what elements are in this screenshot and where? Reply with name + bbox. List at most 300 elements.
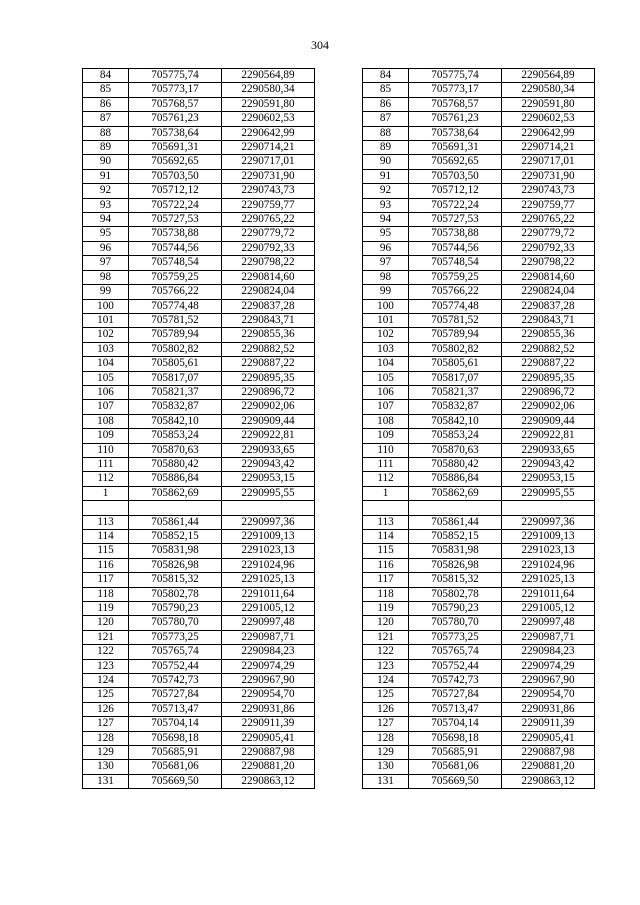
- left-x-coordinate-cell: 705831,98: [129, 544, 222, 558]
- right-x-coordinate-cell: [409, 501, 502, 515]
- right-y-coordinate-cell: 2290909,44: [502, 414, 595, 428]
- table-row: [83, 385, 595, 399]
- left-y-coordinate-cell: 2290642,99: [222, 126, 315, 140]
- left-x-coordinate-cell: 705773,17: [129, 83, 222, 97]
- right-point-number-cell: 99: [363, 285, 409, 299]
- column-gap: [315, 659, 363, 673]
- column-gap: [315, 184, 363, 198]
- left-x-coordinate-cell: 705780,70: [129, 616, 222, 630]
- left-point-number-cell: 1: [83, 486, 129, 500]
- table-row: [83, 645, 595, 659]
- left-y-coordinate-cell: 2290933,65: [222, 443, 315, 457]
- left-x-coordinate-cell: 705761,23: [129, 112, 222, 126]
- right-y-coordinate-cell: 2290824,04: [502, 285, 595, 299]
- table-row: [83, 400, 595, 414]
- right-point-number-cell: 92: [363, 184, 409, 198]
- right-point-number-cell: 121: [363, 630, 409, 644]
- left-point-number-cell: 113: [83, 515, 129, 529]
- column-gap: [315, 270, 363, 284]
- right-point-number-cell: 101: [363, 313, 409, 327]
- left-y-coordinate-cell: 2290843,71: [222, 313, 315, 327]
- right-y-coordinate-cell: 2290591,80: [502, 97, 595, 111]
- left-y-coordinate-cell: 2291009,13: [222, 529, 315, 543]
- right-x-coordinate-cell: 705831,98: [409, 544, 502, 558]
- right-y-coordinate-cell: 2290765,22: [502, 213, 595, 227]
- left-point-number-cell: 93: [83, 198, 129, 212]
- right-point-number-cell: 111: [363, 457, 409, 471]
- table-row: [83, 141, 595, 155]
- right-x-coordinate-cell: 705802,78: [409, 587, 502, 601]
- left-y-coordinate-cell: 2291025,13: [222, 573, 315, 587]
- right-y-coordinate-cell: 2290792,33: [502, 241, 595, 255]
- left-point-number-cell: 108: [83, 414, 129, 428]
- left-point-number-cell: 103: [83, 342, 129, 356]
- table-row: [83, 241, 595, 255]
- right-point-number-cell: 100: [363, 299, 409, 313]
- left-point-number-cell: 114: [83, 529, 129, 543]
- left-x-coordinate-cell: 705744,56: [129, 241, 222, 255]
- column-gap: [315, 486, 363, 500]
- right-point-number-cell: [363, 501, 409, 515]
- right-point-number-cell: 84: [363, 69, 409, 83]
- left-y-coordinate-cell: 2290995,55: [222, 486, 315, 500]
- table-row: [83, 285, 595, 299]
- table-row: [83, 371, 595, 385]
- right-point-number-cell: 96: [363, 241, 409, 255]
- right-y-coordinate-cell: 2290905,41: [502, 731, 595, 745]
- right-y-coordinate-cell: 2290779,72: [502, 227, 595, 241]
- table-row: [83, 342, 595, 356]
- right-y-coordinate-cell: 2291011,64: [502, 587, 595, 601]
- column-gap: [315, 400, 363, 414]
- left-point-number-cell: 89: [83, 141, 129, 155]
- column-gap: [315, 169, 363, 183]
- right-point-number-cell: 114: [363, 529, 409, 543]
- column-gap: [315, 213, 363, 227]
- table-row: [83, 731, 595, 745]
- right-y-coordinate-cell: 2290564,89: [502, 69, 595, 83]
- left-point-number-cell: 92: [83, 184, 129, 198]
- left-x-coordinate-cell: [129, 501, 222, 515]
- table-row: [83, 414, 595, 428]
- left-point-number-cell: 126: [83, 702, 129, 716]
- left-point-number-cell: 115: [83, 544, 129, 558]
- left-point-number-cell: 131: [83, 774, 129, 788]
- right-point-number-cell: 86: [363, 97, 409, 111]
- right-x-coordinate-cell: 705802,82: [409, 342, 502, 356]
- left-x-coordinate-cell: 705738,88: [129, 227, 222, 241]
- right-y-coordinate-cell: 2291023,13: [502, 544, 595, 558]
- left-x-coordinate-cell: 705766,22: [129, 285, 222, 299]
- table-row: [83, 429, 595, 443]
- right-point-number-cell: 122: [363, 645, 409, 659]
- left-point-number-cell: 124: [83, 674, 129, 688]
- left-x-coordinate-cell: 705727,53: [129, 213, 222, 227]
- table-row: [83, 256, 595, 270]
- left-x-coordinate-cell: 705742,73: [129, 674, 222, 688]
- right-y-coordinate-cell: 2290943,42: [502, 457, 595, 471]
- column-gap: [315, 558, 363, 572]
- table-row: [83, 457, 595, 471]
- right-y-coordinate-cell: 2291009,13: [502, 529, 595, 543]
- right-x-coordinate-cell: 705766,22: [409, 285, 502, 299]
- right-y-coordinate-cell: 2290954,70: [502, 688, 595, 702]
- left-x-coordinate-cell: 705698,18: [129, 731, 222, 745]
- left-point-number-cell: 110: [83, 443, 129, 457]
- left-x-coordinate-cell: 705789,94: [129, 328, 222, 342]
- right-point-number-cell: 109: [363, 429, 409, 443]
- right-x-coordinate-cell: 705681,06: [409, 760, 502, 774]
- right-point-number-cell: 130: [363, 760, 409, 774]
- table-row: [83, 169, 595, 183]
- column-gap: [315, 256, 363, 270]
- right-x-coordinate-cell: 705862,69: [409, 486, 502, 500]
- left-y-coordinate-cell: 2290863,12: [222, 774, 315, 788]
- right-y-coordinate-cell: 2290759,77: [502, 198, 595, 212]
- right-point-number-cell: 118: [363, 587, 409, 601]
- left-point-number-cell: 85: [83, 83, 129, 97]
- right-point-number-cell: 1: [363, 486, 409, 500]
- column-gap: [315, 587, 363, 601]
- right-x-coordinate-cell: 705870,63: [409, 443, 502, 457]
- left-y-coordinate-cell: 2290591,80: [222, 97, 315, 111]
- left-point-number-cell: 117: [83, 573, 129, 587]
- left-point-number-cell: 101: [83, 313, 129, 327]
- left-x-coordinate-cell: 705685,91: [129, 746, 222, 760]
- left-y-coordinate-cell: 2291023,13: [222, 544, 315, 558]
- left-x-coordinate-cell: 705681,06: [129, 760, 222, 774]
- coordinates-table: [82, 68, 595, 789]
- left-y-coordinate-cell: 2290974,29: [222, 659, 315, 673]
- table-row: [83, 472, 595, 486]
- right-point-number-cell: 131: [363, 774, 409, 788]
- left-x-coordinate-cell: 705773,25: [129, 630, 222, 644]
- right-y-coordinate-cell: 2290887,22: [502, 357, 595, 371]
- column-gap: [315, 342, 363, 356]
- right-x-coordinate-cell: 705722,24: [409, 198, 502, 212]
- left-y-coordinate-cell: 2290911,39: [222, 717, 315, 731]
- left-x-coordinate-cell: 705880,42: [129, 457, 222, 471]
- left-y-coordinate-cell: 2290602,53: [222, 112, 315, 126]
- left-x-coordinate-cell: 705853,24: [129, 429, 222, 443]
- left-point-number-cell: 97: [83, 256, 129, 270]
- left-y-coordinate-cell: 2290714,21: [222, 141, 315, 155]
- column-gap: [315, 69, 363, 83]
- right-x-coordinate-cell: 705826,98: [409, 558, 502, 572]
- right-point-number-cell: 89: [363, 141, 409, 155]
- right-x-coordinate-cell: 705759,25: [409, 270, 502, 284]
- right-x-coordinate-cell: 705789,94: [409, 328, 502, 342]
- left-y-coordinate-cell: 2290580,34: [222, 83, 315, 97]
- left-point-number-cell: 102: [83, 328, 129, 342]
- right-point-number-cell: 120: [363, 616, 409, 630]
- right-x-coordinate-cell: 705685,91: [409, 746, 502, 760]
- right-x-coordinate-cell: 705727,53: [409, 213, 502, 227]
- right-point-number-cell: 125: [363, 688, 409, 702]
- left-point-number-cell: 86: [83, 97, 129, 111]
- right-y-coordinate-cell: 2290580,34: [502, 83, 595, 97]
- right-y-coordinate-cell: 2291024,96: [502, 558, 595, 572]
- right-x-coordinate-cell: 705742,73: [409, 674, 502, 688]
- column-gap: [315, 97, 363, 111]
- left-x-coordinate-cell: 705752,44: [129, 659, 222, 673]
- left-x-coordinate-cell: 705832,87: [129, 400, 222, 414]
- column-gap: [315, 774, 363, 788]
- left-x-coordinate-cell: 705826,98: [129, 558, 222, 572]
- left-y-coordinate-cell: 2290564,89: [222, 69, 315, 83]
- right-y-coordinate-cell: 2291005,12: [502, 602, 595, 616]
- table-row: [83, 746, 595, 760]
- right-x-coordinate-cell: 705817,07: [409, 371, 502, 385]
- right-y-coordinate-cell: 2290717,01: [502, 155, 595, 169]
- right-y-coordinate-cell: 2290984,23: [502, 645, 595, 659]
- left-point-number-cell: 100: [83, 299, 129, 313]
- column-gap: [315, 299, 363, 313]
- right-y-coordinate-cell: 2290602,53: [502, 112, 595, 126]
- table-row: [83, 443, 595, 457]
- column-gap: [315, 472, 363, 486]
- right-point-number-cell: 102: [363, 328, 409, 342]
- right-x-coordinate-cell: 705852,15: [409, 529, 502, 543]
- right-x-coordinate-cell: 705775,74: [409, 69, 502, 83]
- table-row: [83, 227, 595, 241]
- right-y-coordinate-cell: 2290997,48: [502, 616, 595, 630]
- right-point-number-cell: 107: [363, 400, 409, 414]
- left-point-number-cell: 130: [83, 760, 129, 774]
- right-y-coordinate-cell: 2290882,52: [502, 342, 595, 356]
- table-row: [83, 83, 595, 97]
- left-y-coordinate-cell: 2290798,22: [222, 256, 315, 270]
- left-y-coordinate-cell: 2290731,90: [222, 169, 315, 183]
- left-x-coordinate-cell: 705713,47: [129, 702, 222, 716]
- right-point-number-cell: 126: [363, 702, 409, 716]
- left-x-coordinate-cell: 705852,15: [129, 529, 222, 543]
- table-row: [83, 97, 595, 111]
- left-point-number-cell: 116: [83, 558, 129, 572]
- left-x-coordinate-cell: 705691,31: [129, 141, 222, 155]
- left-x-coordinate-cell: 705862,69: [129, 486, 222, 500]
- right-x-coordinate-cell: 705768,57: [409, 97, 502, 111]
- right-point-number-cell: 116: [363, 558, 409, 572]
- column-gap: [315, 429, 363, 443]
- right-point-number-cell: 97: [363, 256, 409, 270]
- right-x-coordinate-cell: 705692,65: [409, 155, 502, 169]
- left-point-number-cell: 94: [83, 213, 129, 227]
- left-x-coordinate-cell: 705738,64: [129, 126, 222, 140]
- right-y-coordinate-cell: 2290911,39: [502, 717, 595, 731]
- left-y-coordinate-cell: 2290792,33: [222, 241, 315, 255]
- left-x-coordinate-cell: 705815,32: [129, 573, 222, 587]
- left-y-coordinate-cell: 2291024,96: [222, 558, 315, 572]
- right-point-number-cell: 115: [363, 544, 409, 558]
- left-point-number-cell: 112: [83, 472, 129, 486]
- left-y-coordinate-cell: 2290855,36: [222, 328, 315, 342]
- left-point-number-cell: 125: [83, 688, 129, 702]
- right-y-coordinate-cell: 2290731,90: [502, 169, 595, 183]
- table-row: [83, 357, 595, 371]
- column-gap: [315, 155, 363, 169]
- column-gap: [315, 126, 363, 140]
- left-point-number-cell: 98: [83, 270, 129, 284]
- left-y-coordinate-cell: 2290909,44: [222, 414, 315, 428]
- right-point-number-cell: 91: [363, 169, 409, 183]
- left-point-number-cell: 104: [83, 357, 129, 371]
- right-y-coordinate-cell: 2290895,35: [502, 371, 595, 385]
- left-x-coordinate-cell: 705774,48: [129, 299, 222, 313]
- right-point-number-cell: 124: [363, 674, 409, 688]
- left-y-coordinate-cell: 2290943,42: [222, 457, 315, 471]
- column-gap: [315, 529, 363, 543]
- left-x-coordinate-cell: 705802,78: [129, 587, 222, 601]
- table-row: [83, 486, 595, 500]
- table-row: [83, 213, 595, 227]
- right-point-number-cell: 119: [363, 602, 409, 616]
- column-gap: [315, 385, 363, 399]
- left-point-number-cell: 91: [83, 169, 129, 183]
- right-point-number-cell: 95: [363, 227, 409, 241]
- left-x-coordinate-cell: 705790,23: [129, 602, 222, 616]
- left-x-coordinate-cell: 705748,54: [129, 256, 222, 270]
- column-gap: [315, 717, 363, 731]
- left-y-coordinate-cell: 2290759,77: [222, 198, 315, 212]
- column-gap: [315, 457, 363, 471]
- left-x-coordinate-cell: 705781,52: [129, 313, 222, 327]
- right-y-coordinate-cell: 2290933,65: [502, 443, 595, 457]
- left-x-coordinate-cell: 705759,25: [129, 270, 222, 284]
- table-row: [83, 69, 595, 83]
- column-gap: [315, 285, 363, 299]
- left-point-number-cell: 90: [83, 155, 129, 169]
- right-x-coordinate-cell: 705703,50: [409, 169, 502, 183]
- right-point-number-cell: 105: [363, 371, 409, 385]
- left-x-coordinate-cell: 705842,10: [129, 414, 222, 428]
- column-gap: [315, 674, 363, 688]
- left-point-number-cell: 87: [83, 112, 129, 126]
- column-gap: [315, 227, 363, 241]
- right-point-number-cell: 117: [363, 573, 409, 587]
- right-y-coordinate-cell: 2290987,71: [502, 630, 595, 644]
- left-x-coordinate-cell: 705722,24: [129, 198, 222, 212]
- table-row: [83, 558, 595, 572]
- right-x-coordinate-cell: 705765,74: [409, 645, 502, 659]
- left-x-coordinate-cell: 705765,74: [129, 645, 222, 659]
- table-row: [83, 659, 595, 673]
- left-point-number-cell: 127: [83, 717, 129, 731]
- left-y-coordinate-cell: 2290881,20: [222, 760, 315, 774]
- left-x-coordinate-cell: 705805,61: [129, 357, 222, 371]
- left-y-coordinate-cell: 2290953,15: [222, 472, 315, 486]
- left-point-number-cell: 121: [83, 630, 129, 644]
- left-y-coordinate-cell: 2290779,72: [222, 227, 315, 241]
- table-row: [83, 313, 595, 327]
- right-point-number-cell: 128: [363, 731, 409, 745]
- right-point-number-cell: 87: [363, 112, 409, 126]
- right-point-number-cell: 104: [363, 357, 409, 371]
- right-x-coordinate-cell: 705805,61: [409, 357, 502, 371]
- right-point-number-cell: 112: [363, 472, 409, 486]
- column-gap: [315, 630, 363, 644]
- left-point-number-cell: 123: [83, 659, 129, 673]
- left-y-coordinate-cell: 2290814,60: [222, 270, 315, 284]
- left-x-coordinate-cell: 705775,74: [129, 69, 222, 83]
- left-y-coordinate-cell: 2290954,70: [222, 688, 315, 702]
- left-x-coordinate-cell: 705712,12: [129, 184, 222, 198]
- right-y-coordinate-cell: 2290714,21: [502, 141, 595, 155]
- column-gap: [315, 198, 363, 212]
- left-point-number-cell: 118: [83, 587, 129, 601]
- right-y-coordinate-cell: 2290843,71: [502, 313, 595, 327]
- right-x-coordinate-cell: 705790,23: [409, 602, 502, 616]
- left-x-coordinate-cell: 705817,07: [129, 371, 222, 385]
- page-number: 304: [311, 38, 329, 52]
- right-y-coordinate-cell: 2290855,36: [502, 328, 595, 342]
- left-x-coordinate-cell: 705861,44: [129, 515, 222, 529]
- left-x-coordinate-cell: 705727,84: [129, 688, 222, 702]
- table-row: [83, 616, 595, 630]
- right-x-coordinate-cell: 705698,18: [409, 731, 502, 745]
- right-x-coordinate-cell: 705880,42: [409, 457, 502, 471]
- left-point-number-cell: 106: [83, 385, 129, 399]
- left-point-number-cell: 119: [83, 602, 129, 616]
- left-y-coordinate-cell: 2290931,86: [222, 702, 315, 716]
- right-point-number-cell: 113: [363, 515, 409, 529]
- table-row: [83, 630, 595, 644]
- right-point-number-cell: 85: [363, 83, 409, 97]
- left-point-number-cell: 109: [83, 429, 129, 443]
- left-y-coordinate-cell: 2290967,90: [222, 674, 315, 688]
- right-x-coordinate-cell: 705853,24: [409, 429, 502, 443]
- right-point-number-cell: 108: [363, 414, 409, 428]
- left-y-coordinate-cell: 2290997,36: [222, 515, 315, 529]
- column-gap: [315, 443, 363, 457]
- right-point-number-cell: 110: [363, 443, 409, 457]
- right-y-coordinate-cell: [502, 501, 595, 515]
- right-y-coordinate-cell: 2291025,13: [502, 573, 595, 587]
- right-x-coordinate-cell: 705712,12: [409, 184, 502, 198]
- left-y-coordinate-cell: 2290902,06: [222, 400, 315, 414]
- left-y-coordinate-cell: 2290896,72: [222, 385, 315, 399]
- right-point-number-cell: 88: [363, 126, 409, 140]
- right-point-number-cell: 94: [363, 213, 409, 227]
- column-gap: [315, 414, 363, 428]
- right-x-coordinate-cell: 705704,14: [409, 717, 502, 731]
- left-y-coordinate-cell: 2290887,22: [222, 357, 315, 371]
- right-x-coordinate-cell: 705713,47: [409, 702, 502, 716]
- left-y-coordinate-cell: 2290765,22: [222, 213, 315, 227]
- right-point-number-cell: 90: [363, 155, 409, 169]
- column-gap: [315, 760, 363, 774]
- table-row: [83, 126, 595, 140]
- left-x-coordinate-cell: 705870,63: [129, 443, 222, 457]
- table-row: [83, 198, 595, 212]
- right-y-coordinate-cell: 2290743,73: [502, 184, 595, 198]
- left-y-coordinate-cell: 2290824,04: [222, 285, 315, 299]
- right-x-coordinate-cell: 705832,87: [409, 400, 502, 414]
- left-y-coordinate-cell: 2290895,35: [222, 371, 315, 385]
- left-y-coordinate-cell: 2290882,52: [222, 342, 315, 356]
- table-row: [83, 717, 595, 731]
- right-x-coordinate-cell: 705727,84: [409, 688, 502, 702]
- right-y-coordinate-cell: 2290931,86: [502, 702, 595, 716]
- right-point-number-cell: 127: [363, 717, 409, 731]
- right-x-coordinate-cell: 705738,88: [409, 227, 502, 241]
- right-x-coordinate-cell: 705691,31: [409, 141, 502, 155]
- right-x-coordinate-cell: 705886,84: [409, 472, 502, 486]
- left-y-coordinate-cell: 2291011,64: [222, 587, 315, 601]
- column-gap: [315, 141, 363, 155]
- left-point-number-cell: 99: [83, 285, 129, 299]
- right-y-coordinate-cell: 2290902,06: [502, 400, 595, 414]
